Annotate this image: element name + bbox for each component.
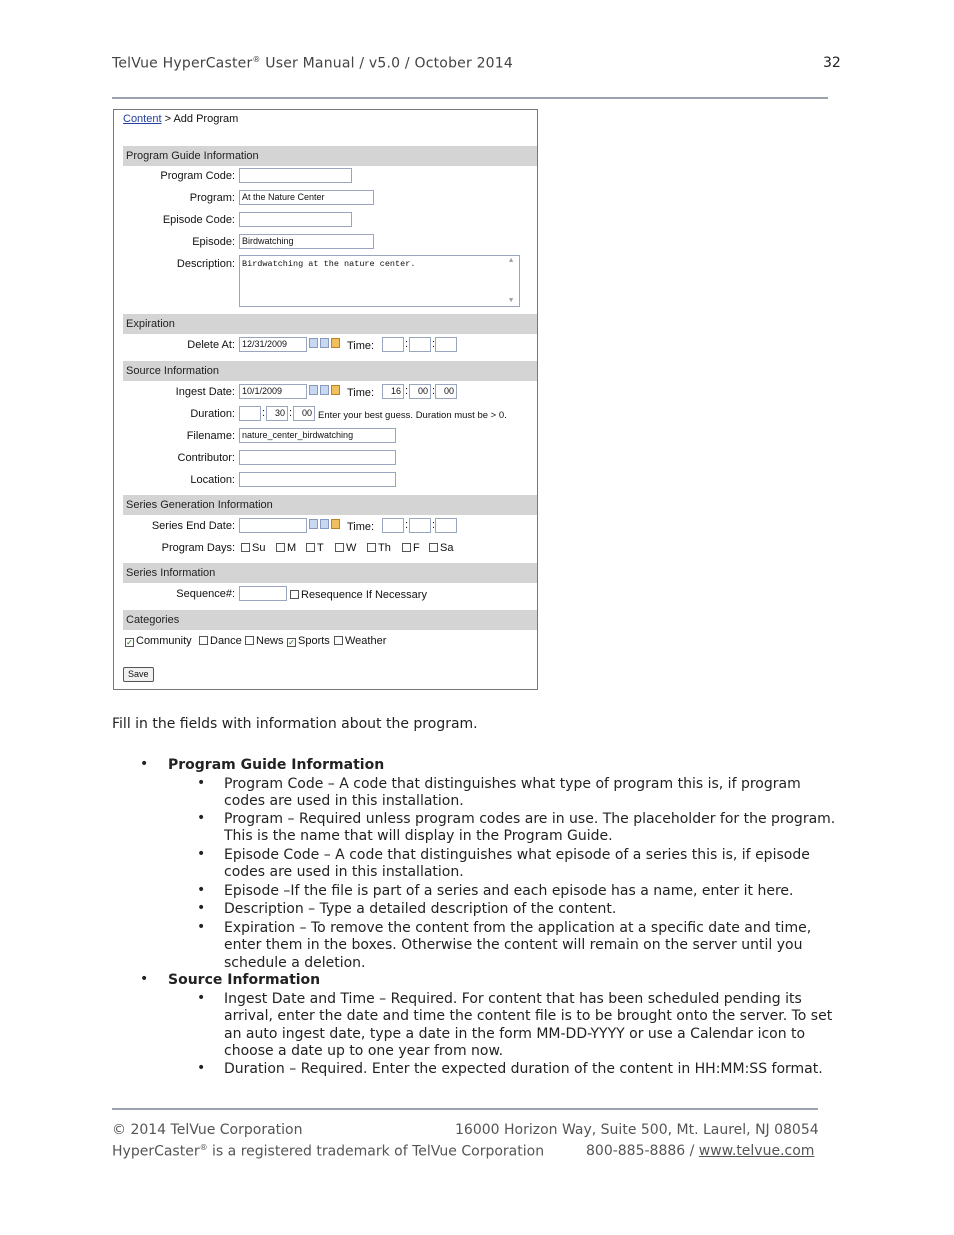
ingest-minute-input[interactable]: 00 [409, 384, 431, 399]
header-manual-version: User Manual / v5.0 / October 2014 [260, 55, 513, 72]
bullet-icon: • [197, 846, 206, 862]
checkbox-unchecked-icon [290, 590, 299, 599]
checkbox-unchecked-icon [429, 543, 438, 552]
day-checkbox-w[interactable] [335, 542, 356, 554]
clear-icon [331, 338, 340, 348]
add-program-form-screenshot [113, 109, 538, 690]
category-label: Community [136, 635, 192, 647]
series-time-label: Time: [347, 521, 375, 533]
list-item: Expiration – To remove the content from the application at a specific date and time, enter them in the boxes. Otherwise the content will remain on the server until you schedule a deletion. [224, 920, 812, 971]
series-end-calendar-icon[interactable] [309, 519, 345, 531]
bullet-icon: • [197, 919, 206, 935]
checkbox-checked-icon: ✓ [288, 638, 295, 647]
category-weather-checkbox[interactable] [334, 635, 386, 647]
series-second-input[interactable] [435, 518, 457, 533]
section-categories: Categories [123, 610, 537, 630]
calendar-icon [309, 385, 318, 395]
checkbox-unchecked-icon [402, 543, 411, 552]
clear-icon [331, 519, 340, 529]
day-label: T [317, 542, 324, 554]
bullet-icon: • [140, 971, 149, 987]
day-checkbox-sa[interactable] [429, 542, 453, 554]
day-checkbox-su[interactable] [241, 542, 265, 554]
bullet-icon: • [197, 882, 206, 898]
time-separator: : [262, 407, 266, 419]
checkbox-unchecked-icon [199, 636, 208, 645]
category-dance-checkbox[interactable] [199, 635, 242, 647]
checkbox-unchecked-icon [334, 636, 343, 645]
episode-label: Episode: [192, 236, 235, 248]
footer-divider [112, 1108, 818, 1110]
contributor-label: Contributor: [177, 452, 235, 464]
resequence-label: Resequence If Necessary [301, 589, 427, 601]
checkbox-unchecked-icon [245, 636, 254, 645]
time-separator: : [405, 385, 409, 397]
list-item: Episode –If the file is part of a series and each episode has a name, enter it here. [224, 883, 794, 899]
sequence-input[interactable] [239, 586, 287, 601]
delete-at-calendar-icon[interactable] [309, 338, 345, 350]
day-checkbox-t[interactable] [306, 542, 324, 554]
time-separator: : [289, 407, 293, 419]
day-label: W [346, 542, 357, 554]
duration-label: Duration: [190, 408, 235, 420]
breadcrumb-content-link[interactable]: Content [123, 113, 162, 125]
program-input[interactable]: At the Nature Center [239, 190, 374, 205]
time-separator: : [405, 519, 409, 531]
day-label: M [287, 542, 297, 554]
series-end-date-input[interactable] [239, 518, 307, 533]
section-series-information: Series Information [123, 563, 537, 583]
registered-mark: ® [252, 55, 261, 64]
day-label: Sa [440, 542, 454, 554]
clear-icon [331, 385, 340, 395]
program-days-label: Program Days: [161, 542, 235, 554]
calendar-icon [309, 338, 318, 348]
filename-label: Filename: [186, 430, 235, 442]
breadcrumb [123, 113, 238, 125]
program-code-label: Program Code: [160, 170, 235, 182]
category-label: Dance [210, 635, 242, 647]
page-header-title [112, 55, 513, 72]
delete-minute-input[interactable] [409, 337, 431, 352]
list-item: Description – Type a detailed description of the content. [224, 901, 617, 917]
footer-website-link[interactable]: www.telvue.com [698, 1143, 815, 1159]
list-item: Duration – Required. Enter the expected duration of the content in HH:MM:SS format. [224, 1061, 823, 1077]
trademark-text: is a registered trademark of TelVue Corporation [207, 1143, 545, 1160]
calendar-icon [320, 385, 329, 395]
breadcrumb-current: > Add Program [161, 113, 239, 125]
footer-contact [586, 1143, 814, 1159]
ingest-calendar-icon[interactable] [309, 385, 345, 397]
program-guide-heading: Program Guide Information [168, 757, 385, 773]
delete-second-input[interactable] [435, 337, 457, 352]
bullet-icon: • [197, 810, 206, 826]
save-button[interactable]: Save [123, 667, 154, 682]
program-label: Program: [189, 192, 235, 204]
footer-phone: 800-885-8886 / [586, 1143, 699, 1159]
time-separator: : [432, 385, 436, 397]
day-checkbox-th[interactable] [367, 542, 391, 554]
ingest-hour-input[interactable]: 16 [382, 384, 404, 399]
duration-hint: Enter your best guess. Duration must be > 0. [318, 410, 507, 421]
list-item: Episode Code – A code that distinguishes what episode of a series this is, if episode codes are used in this installation. [224, 847, 810, 881]
delete-at-label: Delete At: [187, 339, 235, 351]
header-divider [112, 97, 828, 99]
description-label: Description: [176, 258, 235, 270]
footer-address: 16000 Horizon Way, Suite 500, Mt. Laurel, NJ 08054 [455, 1122, 819, 1138]
section-series-generation: Series Generation Information [123, 495, 537, 515]
checkbox-checked-icon: ✓ [126, 638, 133, 647]
calendar-icon [309, 519, 318, 529]
calendar-icon [320, 519, 329, 529]
bullet-icon: • [197, 775, 206, 791]
sequence-label: Sequence#: [176, 588, 235, 600]
duration-hour-input[interactable] [239, 406, 261, 421]
section-expiration: Expiration [123, 314, 537, 334]
day-label: Su [252, 542, 266, 554]
delete-time-label: Time: [347, 340, 375, 352]
bullet-icon: • [197, 900, 206, 916]
calendar-icon [320, 338, 329, 348]
description-scrollbar[interactable] [508, 257, 518, 305]
description-textarea[interactable] [239, 255, 520, 307]
location-input[interactable] [239, 472, 396, 487]
contributor-input[interactable] [239, 450, 396, 465]
category-label: News [256, 635, 284, 647]
series-minute-input[interactable] [409, 518, 431, 533]
episode-code-label: Episode Code: [162, 214, 235, 226]
checkbox-unchecked-icon [335, 543, 344, 552]
category-label: Weather [345, 635, 387, 647]
day-checkbox-m[interactable] [276, 542, 296, 554]
ingest-second-input[interactable]: 00 [435, 384, 457, 399]
checkbox-unchecked-icon [306, 543, 315, 552]
source-information-heading: Source Information [168, 972, 321, 988]
filename-input[interactable]: nature_center_birdwatching [239, 428, 396, 443]
delete-at-input[interactable]: 12/31/2009 [239, 337, 307, 352]
time-separator: : [432, 338, 436, 350]
location-label: Location: [190, 474, 235, 486]
series-hour-input[interactable] [382, 518, 404, 533]
bullet-icon: • [140, 756, 149, 772]
intro-paragraph: Fill in the fields with information about the program. [112, 716, 478, 732]
ingest-date-label: Ingest Date: [175, 386, 235, 398]
ingest-time-label: Time: [347, 387, 375, 399]
trademark-product: HyperCaster [112, 1143, 200, 1160]
delete-hour-input[interactable] [382, 337, 404, 352]
duration-second-input[interactable]: 00 [293, 406, 315, 421]
category-community-checkbox[interactable] [125, 635, 192, 647]
series-end-date-label: Series End Date: [151, 520, 235, 532]
day-label: Th [378, 542, 391, 554]
list-item: Ingest Date and Time – Required. For content that has been scheduled pending its arrival, enter the date and time the content file is to be brought onto the server. To set an auto ingest date, type a date in the form MM-DD-YYYY or use a Calendar icon to choose a date up to one year from now. [224, 991, 833, 1059]
scroll-up-arrow-icon[interactable]: ▲ [509, 257, 514, 265]
bullet-icon: • [197, 990, 206, 1006]
section-source-information: Source Information [123, 361, 537, 381]
resequence-checkbox[interactable] [290, 589, 427, 601]
duration-minute-input[interactable]: 30 [266, 406, 288, 421]
time-separator: : [432, 519, 436, 531]
category-label: Sports [298, 635, 330, 647]
ingest-date-input[interactable]: 10/1/2009 [239, 384, 307, 399]
episode-input[interactable]: Birdwatching [239, 234, 374, 249]
registered-mark: ® [199, 1143, 208, 1152]
section-program-guide: Program Guide Information [123, 146, 537, 166]
checkbox-unchecked-icon [367, 543, 376, 552]
checkbox-unchecked-icon [241, 543, 250, 552]
category-news-checkbox[interactable] [245, 635, 284, 647]
footer-copyright: © 2014 TelVue Corporation [112, 1122, 303, 1138]
list-item: Program – Required unless program codes are in use. The placeholder for the program. This is the name that will display in the Program Guide. [224, 811, 836, 845]
header-product-name: TelVue HyperCaster [112, 55, 253, 72]
checkbox-unchecked-icon [276, 543, 285, 552]
scroll-down-arrow-icon[interactable]: ▼ [509, 297, 514, 305]
day-label: F [413, 542, 420, 554]
description-text: Birdwatching at the nature center. [242, 259, 416, 269]
footer-trademark [112, 1143, 544, 1160]
episode-code-input[interactable] [239, 212, 352, 227]
bullet-icon: • [197, 1060, 206, 1076]
page-number: 32 [823, 55, 841, 71]
list-item: Program Code – A code that distinguishes what type of program this is, if program codes are used in this installation. [224, 776, 801, 810]
category-sports-checkbox[interactable] [287, 635, 330, 647]
program-code-input[interactable] [239, 168, 352, 183]
day-checkbox-f[interactable] [402, 542, 420, 554]
time-separator: : [405, 338, 409, 350]
